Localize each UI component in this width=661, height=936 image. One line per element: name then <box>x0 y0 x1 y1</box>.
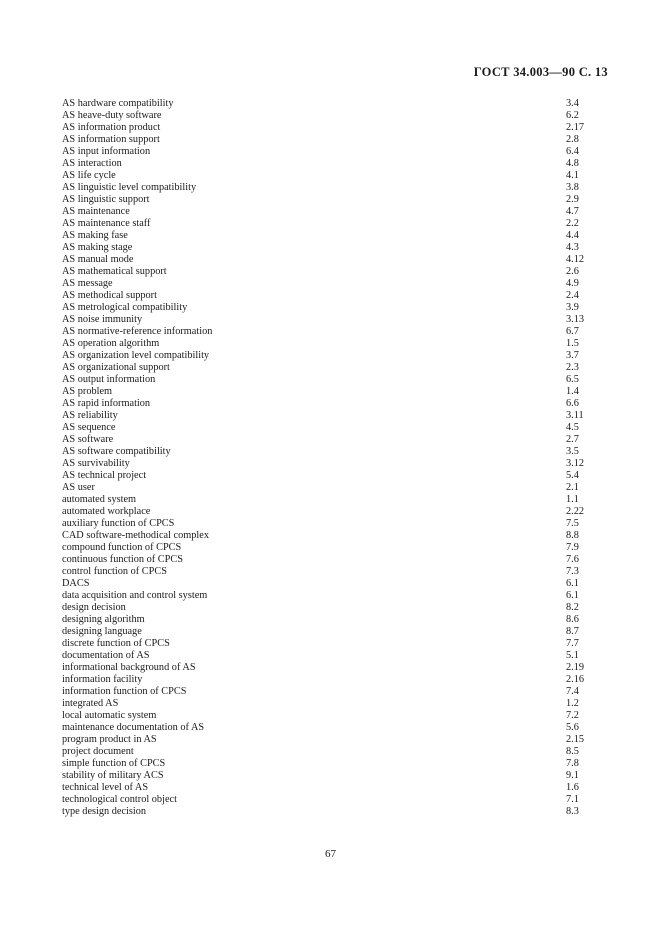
index-entry <box>62 578 592 590</box>
index-entry <box>62 422 592 434</box>
index-entry <box>62 806 592 818</box>
index-term: maintenance documentation of AS <box>62 722 205 733</box>
index-term: auxiliary function of CPCS <box>62 518 175 529</box>
index-ref: 2.17 <box>566 122 585 133</box>
index-ref: 8.7 <box>566 626 579 637</box>
index-ref: 4.5 <box>566 422 579 433</box>
index-ref: 3.9 <box>566 302 579 313</box>
index-term: simple function of CPCS <box>62 758 166 769</box>
index-term: AS information product <box>62 122 161 133</box>
index-term: AS linguistic support <box>62 194 150 205</box>
index-term: AS sequence <box>62 422 116 433</box>
index-entry <box>62 614 592 626</box>
index-entry <box>62 602 592 614</box>
index-entry <box>62 650 592 662</box>
index-term: data acquisition and control system <box>62 590 208 601</box>
index-ref: 7.5 <box>566 518 579 529</box>
index-ref: 8.3 <box>566 806 579 817</box>
index-term: AS survivability <box>62 458 130 469</box>
index-ref: 3.12 <box>566 458 585 469</box>
index-ref: 4.9 <box>566 278 579 289</box>
index-entry <box>62 446 592 458</box>
index-term: CAD software-methodical complex <box>62 530 209 541</box>
index-entry <box>62 434 592 446</box>
index-entry <box>62 794 592 806</box>
index-term: design decision <box>62 602 126 613</box>
index-ref: 3.4 <box>566 98 579 109</box>
index-term: AS message <box>62 278 113 289</box>
index-ref: 2.2 <box>566 218 579 229</box>
index-ref: 7.4 <box>566 686 579 697</box>
index-ref: 1.6 <box>566 782 579 793</box>
index-term: AS life cycle <box>62 170 116 181</box>
index-entry <box>62 134 592 146</box>
index-term: technological control object <box>62 794 177 805</box>
index-ref: 2.1 <box>566 482 579 493</box>
index-entry <box>62 194 592 206</box>
index-entry <box>62 722 592 734</box>
index-term: AS software <box>62 434 114 445</box>
index-entry <box>62 746 592 758</box>
index-term: AS software compatibility <box>62 446 171 457</box>
index-term: AS hardware compatibility <box>62 98 174 109</box>
index-ref: 6.4 <box>566 146 579 157</box>
index-term: program product in AS <box>62 734 157 745</box>
index-entry <box>62 386 592 398</box>
index-ref: 2.4 <box>566 290 579 301</box>
index-term: AS user <box>62 482 95 493</box>
index-term: AS technical project <box>62 470 147 481</box>
index-term: information function of CPCS <box>62 686 187 697</box>
index-ref: 3.7 <box>566 350 579 361</box>
index-entry <box>62 350 592 362</box>
index-ref: 7.7 <box>566 638 579 649</box>
index-ref: 4.12 <box>566 254 585 265</box>
index-entry <box>62 686 592 698</box>
index-ref: 4.7 <box>566 206 579 217</box>
index-entry <box>62 662 592 674</box>
index-entry <box>62 566 592 578</box>
index-ref: 3.13 <box>566 314 585 325</box>
index-term: AS organizational support <box>62 362 170 373</box>
index-term: integrated AS <box>62 698 119 709</box>
index-term: compound function of CPCS <box>62 542 182 553</box>
index-ref: 1.5 <box>566 338 579 349</box>
index-ref: 1.4 <box>566 386 579 397</box>
index-term: project document <box>62 746 134 757</box>
index-entry <box>62 290 592 302</box>
index-entry <box>62 230 592 242</box>
index-entry <box>62 518 592 530</box>
index-term: informational background of AS <box>62 662 196 673</box>
index-ref: 7.1 <box>566 794 579 805</box>
index-entry <box>62 122 592 134</box>
index-ref: 6.7 <box>566 326 579 337</box>
index-ref: 7.9 <box>566 542 579 553</box>
index-ref: 2.8 <box>566 134 579 145</box>
index-ref: 1.1 <box>566 494 579 505</box>
index-entry <box>62 170 592 182</box>
page-header: ГОСТ 34.003—90 С. 13 <box>473 65 608 79</box>
index-term: AS input information <box>62 146 151 157</box>
index-ref: 5.1 <box>566 650 579 661</box>
index-entry <box>62 266 592 278</box>
index-term: designing algorithm <box>62 614 145 625</box>
index-entry <box>62 638 592 650</box>
index-ref: 5.4 <box>566 470 579 481</box>
index-entry <box>62 110 592 122</box>
index-term: AS information support <box>62 134 160 145</box>
index-ref: 3.11 <box>566 410 584 421</box>
index-entry <box>62 362 592 374</box>
index-term: designing language <box>62 626 142 637</box>
index-entry <box>62 302 592 314</box>
index-ref: 8.2 <box>566 602 579 613</box>
index-entry <box>62 674 592 686</box>
index-term: AS organization level compatibility <box>62 350 210 361</box>
index-entry <box>62 470 592 482</box>
index-term: AS metrological compatibility <box>62 302 188 313</box>
index-term: AS mathematical support <box>62 266 167 277</box>
index-ref: 4.1 <box>566 170 579 181</box>
index-term: control function of CPCS <box>62 566 167 577</box>
index-entry <box>62 98 592 110</box>
index-entry <box>62 482 592 494</box>
index-entry <box>62 242 592 254</box>
index-ref: 6.6 <box>566 398 579 409</box>
index-ref: 2.16 <box>566 674 585 685</box>
index-term: AS heave-duty software <box>62 110 162 121</box>
index-term: information facility <box>62 674 143 685</box>
index-term: AS reliability <box>62 410 118 421</box>
index-term: AS rapid information <box>62 398 151 409</box>
index-entry <box>62 278 592 290</box>
index-entry <box>62 542 592 554</box>
index-ref: 1.2 <box>566 698 579 709</box>
index-entry <box>62 590 592 602</box>
index-entry <box>62 254 592 266</box>
index-ref: 3.8 <box>566 182 579 193</box>
index-term: AS normative-reference information <box>62 326 213 337</box>
page-number: 67 <box>325 848 336 860</box>
index-ref: 7.3 <box>566 566 579 577</box>
index-ref: 2.15 <box>566 734 585 745</box>
index-ref: 8.6 <box>566 614 579 625</box>
index-ref: 4.8 <box>566 158 579 169</box>
index-ref: 2.6 <box>566 266 579 277</box>
index-entry <box>62 458 592 470</box>
index-term: AS making fase <box>62 230 128 241</box>
index-entry <box>62 326 592 338</box>
index-ref: 4.4 <box>566 230 579 241</box>
index-term: stability of military ACS <box>62 770 164 781</box>
index-entry <box>62 398 592 410</box>
index-entry <box>62 530 592 542</box>
index-ref: 6.5 <box>566 374 579 385</box>
index-entry <box>62 554 592 566</box>
index-term: local automatic system <box>62 710 157 721</box>
index-entry <box>62 782 592 794</box>
index-entry <box>62 206 592 218</box>
index-entry <box>62 146 592 158</box>
index-term: AS methodical support <box>62 290 157 301</box>
index-ref: 5.6 <box>566 722 579 733</box>
index-entry <box>62 158 592 170</box>
index-ref: 8.5 <box>566 746 579 757</box>
index-ref: 6.1 <box>566 578 579 589</box>
index-ref: 2.19 <box>566 662 585 673</box>
index-term: documentation of AS <box>62 650 150 661</box>
index-entry <box>62 338 592 350</box>
index-entry <box>62 410 592 422</box>
index-ref: 3.5 <box>566 446 579 457</box>
index-entry <box>62 182 592 194</box>
index-entry <box>62 734 592 746</box>
index-entry <box>62 218 592 230</box>
index-term: AS problem <box>62 386 113 397</box>
index-term: technical level of AS <box>62 782 149 793</box>
index-term: AS maintenance staff <box>62 218 151 229</box>
index-ref: 4.3 <box>566 242 579 253</box>
index-entry <box>62 314 592 326</box>
index-entry <box>62 698 592 710</box>
index-term: automated workplace <box>62 506 151 517</box>
index-entry <box>62 374 592 386</box>
index-entry <box>62 770 592 782</box>
term-index <box>62 98 592 818</box>
index-term: AS noise immunity <box>62 314 143 325</box>
index-term: AS linguistic level compatibility <box>62 182 197 193</box>
index-ref: 7.8 <box>566 758 579 769</box>
index-ref: 6.2 <box>566 110 579 121</box>
index-term: AS maintenance <box>62 206 130 217</box>
index-entry <box>62 506 592 518</box>
index-term: automated system <box>62 494 137 505</box>
index-entry <box>62 710 592 722</box>
index-term: continuous function of CPCS <box>62 554 183 565</box>
index-ref: 2.9 <box>566 194 579 205</box>
index-entry <box>62 758 592 770</box>
index-ref: 2.3 <box>566 362 579 373</box>
index-entry <box>62 494 592 506</box>
index-ref: 7.6 <box>566 554 579 565</box>
index-term: AS output information <box>62 374 156 385</box>
index-term: AS interaction <box>62 158 122 169</box>
index-term: type design decision <box>62 806 147 817</box>
index-ref: 8.8 <box>566 530 579 541</box>
index-ref: 6.1 <box>566 590 579 601</box>
index-ref: 9.1 <box>566 770 579 781</box>
index-term: AS making stage <box>62 242 133 253</box>
index-entry <box>62 626 592 638</box>
index-ref: 2.22 <box>566 506 585 517</box>
index-term: AS manual mode <box>62 254 134 265</box>
index-term: discrete function of CPCS <box>62 638 170 649</box>
index-ref: 7.2 <box>566 710 579 721</box>
index-term: DACS <box>62 578 90 589</box>
index-ref: 2.7 <box>566 434 579 445</box>
index-term: AS operation algorithm <box>62 338 160 349</box>
